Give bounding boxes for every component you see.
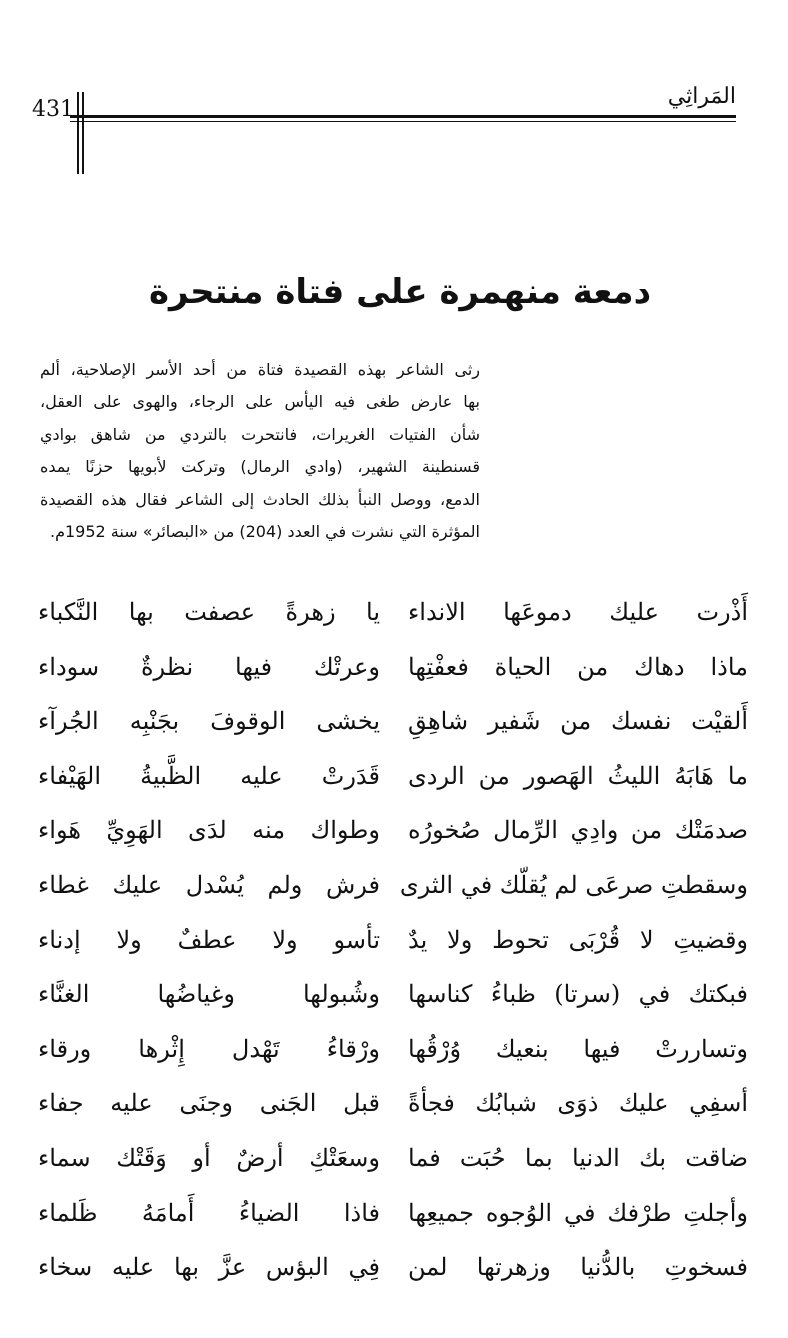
verse-second-hemistich: قَدَرتْ عليه الظَّبيةُ الهَيْفاء <box>38 761 380 790</box>
poem <box>0 594 788 1304</box>
verse <box>0 1085 788 1140</box>
verse <box>0 976 788 1031</box>
verse <box>0 649 788 704</box>
verse-second-hemistich: وعرتْك فيها نظرةٌ سوداء <box>38 652 380 681</box>
verse-first-hemistich: أَذْرت عليك دموعَها الانداء <box>408 598 748 626</box>
verse-second-hemistich: وسعَتْكِ أرضٌ أو وَقَتْك سماء <box>38 1143 380 1172</box>
verse-second-hemistich: فرش ولم يُسْدل عليك غطاء <box>38 870 380 899</box>
intro-line: المؤثرة التي نشرت في العدد (204) من «البصائر» سنة 1952م. <box>50 522 480 542</box>
verse-second-hemistich: فاذا الضياءُ أَمامَهُ ظَلماء <box>38 1198 380 1227</box>
intro-line: بها عارض طغى فيه اليأس على الرجاء، والهوى على العقل، <box>40 392 480 412</box>
verse-first-hemistich: فبكتك في (سرتا) ظباءُ كناسها <box>408 980 748 1009</box>
running-title: المَراثِي <box>667 84 736 109</box>
verse-first-hemistich: ما هَابَهُ الليثُ الهَصور من الردى <box>408 761 748 790</box>
verse-second-hemistich: وطواك منه لدَى الهَوِيِّ هَواء <box>38 816 380 845</box>
verse <box>0 812 788 867</box>
verse <box>0 867 788 922</box>
verse-first-hemistich: أَلقيْت نفسك من شَفير شاهِقِ <box>408 707 748 736</box>
verse <box>0 922 788 977</box>
verse-first-hemistich: صدمَتْك من وادِي الرِّمال صُخورُه <box>408 816 748 845</box>
verse-second-hemistich: تأسو ولا عطفٌ ولا إدناء <box>38 925 380 954</box>
verse-first-hemistich: وقضيتِ لا قُرْبَى تحوط ولا يدٌ <box>408 925 748 954</box>
poem-title: دمعة منهمرة على فتاة منتحرة <box>148 272 652 312</box>
verse-second-hemistich: ورْقاءُ تَهْدل إِثْرها ورقاء <box>38 1034 380 1063</box>
verse <box>0 1195 788 1250</box>
intro-line: قسنطينة الشهير، (وادي الرمال) وتركت لأبويها حزنًا يمده <box>40 457 480 477</box>
verse-second-hemistich: يخشى الوقوفَ بجَنْبِه الجُرآء <box>38 707 380 736</box>
verse <box>0 758 788 813</box>
verse <box>0 1249 788 1304</box>
verse-first-hemistich: وسقطتِ صرعَى لم يُقلّك في الثرى <box>399 870 748 899</box>
header-rule-thin <box>70 121 736 122</box>
verse-second-hemistich: فِي البؤس عزَّ بها عليه سخاء <box>38 1253 380 1282</box>
verse-first-hemistich: وأجلتِ طرْفك في الوُجوه جميعِها <box>408 1198 748 1227</box>
header-vertical-rule <box>77 92 79 174</box>
header-rule-thick <box>70 115 736 118</box>
verse <box>0 1031 788 1086</box>
verse-first-hemistich: وتساررتْ فيها بنعيك وُرْقُها <box>408 1034 748 1063</box>
verse-first-hemistich: ماذا دهاك من الحياة فعفْتِها <box>408 652 748 681</box>
verse <box>0 594 788 649</box>
verse <box>0 1140 788 1195</box>
page-number: 431 <box>32 97 74 122</box>
verse-first-hemistich: أسفِي عليك ذوَى شبابُك فجأةً <box>408 1089 748 1118</box>
verse-first-hemistich: ضاقت بك الدنيا بما حُبَت فما <box>408 1143 748 1172</box>
verse-second-hemistich: قبل الجَنى وجنَى عليه جفاء <box>38 1089 380 1118</box>
verse-second-hemistich: يا زهرةً عصفت بها النَّكباء <box>38 598 380 626</box>
verse <box>0 703 788 758</box>
intro-line: شأن الفتيات الغريرات، فانتحرت بالتردي من شاهق بوادي <box>40 424 480 444</box>
intro-line: رثى الشاعر بهذه القصيدة فتاة من أحد الأسر الإصلاحية، ألم <box>40 360 480 379</box>
header-vertical-rule <box>82 92 84 174</box>
intro-paragraph <box>40 354 480 548</box>
verse-second-hemistich: وشُبولها وغياضُها الغنَّاء <box>38 980 380 1009</box>
intro-line: الدمع، ووصل النبأ بذلك الحادث إلى الشاعر فقال هذه القصيدة <box>40 489 480 509</box>
verse-first-hemistich: فسخوتِ بالدُّنيا وزهرتها لمن <box>408 1253 748 1282</box>
